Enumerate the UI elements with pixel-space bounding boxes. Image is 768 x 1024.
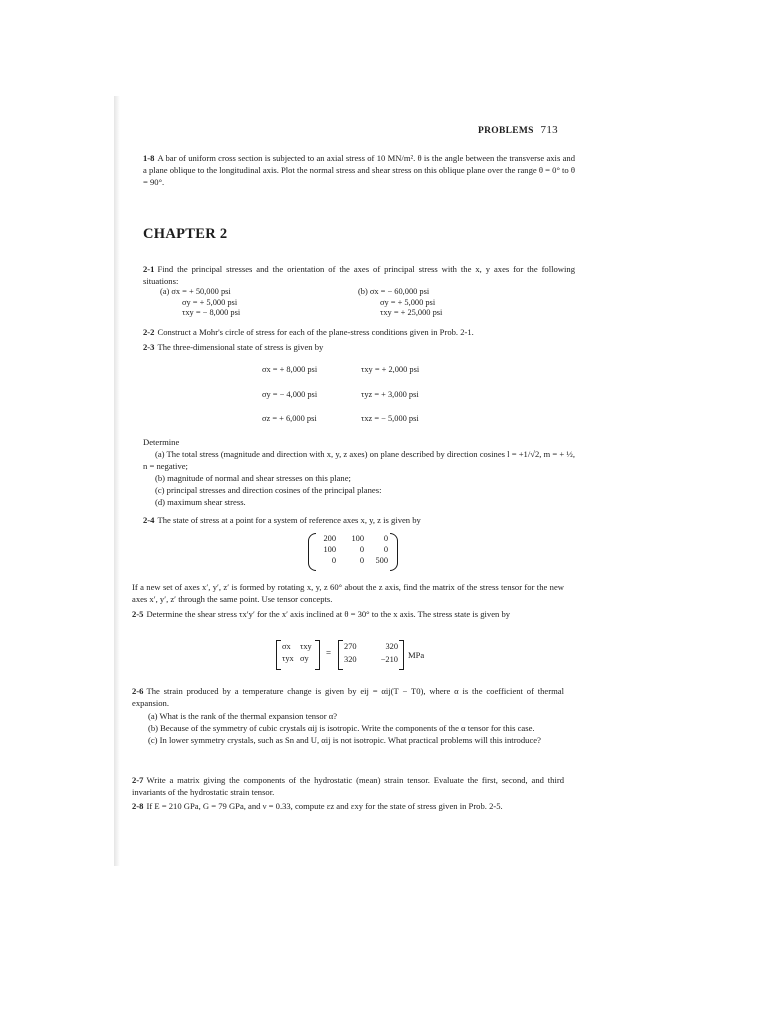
unit-label: MPa [408,650,425,660]
situation-b-line-2: σy = + 5,000 psi [380,297,436,307]
matrix-cell: 0 [383,545,388,554]
problem-number: 2-3 [143,342,155,352]
item-d: (d) maximum shear stress. [155,497,246,507]
determine-label: Determine [143,437,180,447]
problem-text: Write a matrix giving the components of the hydrostatic (mean) strain tensor. Evaluate the first, second, and third invariants of the hydrostatic strain tensor. [132,775,564,797]
item-c: (c) principal stresses and direction cosines of the principal planes: [155,485,382,495]
matrix-cell: σx [282,642,291,651]
matrix-cell: 100 [351,534,364,543]
right-bracket [399,640,404,670]
problem-text: The three-dimensional state of stress is given by [157,342,324,352]
part-a: (a) What is the rank of the thermal expansion tensor α? [148,711,338,721]
stress-component: σz = + 6,000 psi [262,414,317,423]
problem-number: 2-6 [132,686,144,696]
problem-text: The strain produced by a temperature change is given by eij = αij(T − T0), where α is the coefficient of thermal expansion. [132,686,564,708]
matrix-cell: 320 [385,642,398,651]
matrix-cell: 500 [375,556,388,565]
problem-number: 2-2 [143,327,155,337]
problem-2-4-continued: If a new set of axes x′, y′, z′ is formed by rotating x, y, z 60° about the z axis, find the matrix of the stress tensor for the new axes x′, y′, z′ through the same point. Use tensor concepts. [132,582,564,604]
matrix-cell: 100 [323,545,336,554]
stress-component: τxz = − 5,000 psi [361,414,419,423]
problem-text: Find the principal stresses and the orientation of the axes of principal stress with the x, y axes for the following situations: [143,264,575,286]
situation-b [358,287,442,319]
stress-component: σy = − 4,000 psi [262,390,318,399]
left-bracket [276,640,281,670]
part-b: (b) Because of the symmetry of cubic crystals αij is isotropic. Write the components of the α tensor for this case. [148,723,535,733]
stress-state-lhs [276,640,320,670]
matrix-cell: 0 [383,534,388,543]
matrix-cell: τxy [300,642,312,651]
problem-number: 2-4 [143,515,155,525]
situation-a-line-3: τxy = − 8,000 psi [182,308,241,317]
problem-text: A bar of uniform cross section is subjected to an axial stress of 10 MN/m². θ is the angle between the transverse axis and a plane oblique to the longitudinal axis. Plot the normal stress and shear stress on this oblique plane over the range θ = 0° to θ = 90°. [143,153,575,187]
problem-2-3-items [143,448,575,508]
stress-matrix [308,533,398,571]
problem-text: Determine the shear stress τx′y′ for the x′ axis inclined at θ = 30° to the x axis. The stress state is given by [146,609,511,619]
problem-number: 1-8 [143,153,155,163]
running-head [478,124,558,136]
right-bracket [390,533,398,571]
situation-b-line-3: τxy = + 25,000 psi [380,308,443,317]
left-bracket [338,640,343,670]
problem-2-5 [132,608,564,620]
chapter-heading: CHAPTER 2 [143,226,228,242]
running-head-label: PROBLEMS [478,126,534,136]
situation-a [160,287,240,319]
left-bracket [308,533,316,571]
problem-number: 2-7 [132,775,144,785]
problem-2-3 [143,341,575,353]
matrix-cell: −210 [380,655,398,664]
matrix-cell: τyx [282,654,294,663]
matrix-cell: 0 [331,556,336,565]
problem-2-8 [132,800,564,812]
problem-text: Construct a Mohr's circle of stress for each of the plane-stress conditions given in Prob. 2-1. [157,327,474,337]
item-a: (a) The total stress (magnitude and direction with x, y, z axes) on plane described by direction cosines l = +1/√2, m = + ½, n = negative; [143,449,575,471]
stress-component: τyz = + 3,000 psi [361,390,419,399]
problem-2-6-parts [132,710,564,746]
situation-a-line-1: (a) σx = + 50,000 psi [160,287,231,296]
matrix-cell: 270 [344,642,357,651]
item-b: (b) magnitude of normal and shear stresses on this plane; [155,473,351,483]
problem-2-1 [143,263,575,287]
situation-a-line-2: σy = + 5,000 psi [182,297,238,307]
problem-1-8 [143,152,575,188]
situation-b-line-1: (b) σx = − 60,000 psi [358,287,430,296]
matrix-cell: 200 [323,534,336,543]
stress-state-rhs [338,640,404,670]
stress-component: σx = + 8,000 psi [262,365,318,374]
right-bracket [315,640,320,670]
matrix-cell: σy [300,654,309,663]
problem-number: 2-8 [132,801,144,811]
stress-component: τxy = + 2,000 psi [361,365,420,374]
page-number: 713 [540,124,558,136]
problem-2-2 [143,326,575,338]
problem-2-6 [132,685,564,709]
scan-shadow-edge [114,96,120,866]
problem-number: 2-1 [143,264,155,274]
matrix-cell: 0 [359,545,364,554]
matrix-cell: 0 [359,556,364,565]
matrix-cell: 320 [344,655,357,664]
problem-text: If E = 210 GPa, G = 79 GPa, and ν = 0.33, compute εz and εxy for the state of stress given in Prob. 2-5. [146,801,503,811]
problem-text: The state of stress at a point for a system of reference axes x, y, z is given by [157,515,421,525]
part-c: (c) In lower symmetry crystals, such as Sn and U, αij is not isotropic. What practical problems will this introduce? [148,735,541,745]
problem-2-4 [143,514,575,526]
problem-2-7 [132,774,564,798]
equals-sign: = [326,648,332,658]
problem-number: 2-5 [132,609,144,619]
